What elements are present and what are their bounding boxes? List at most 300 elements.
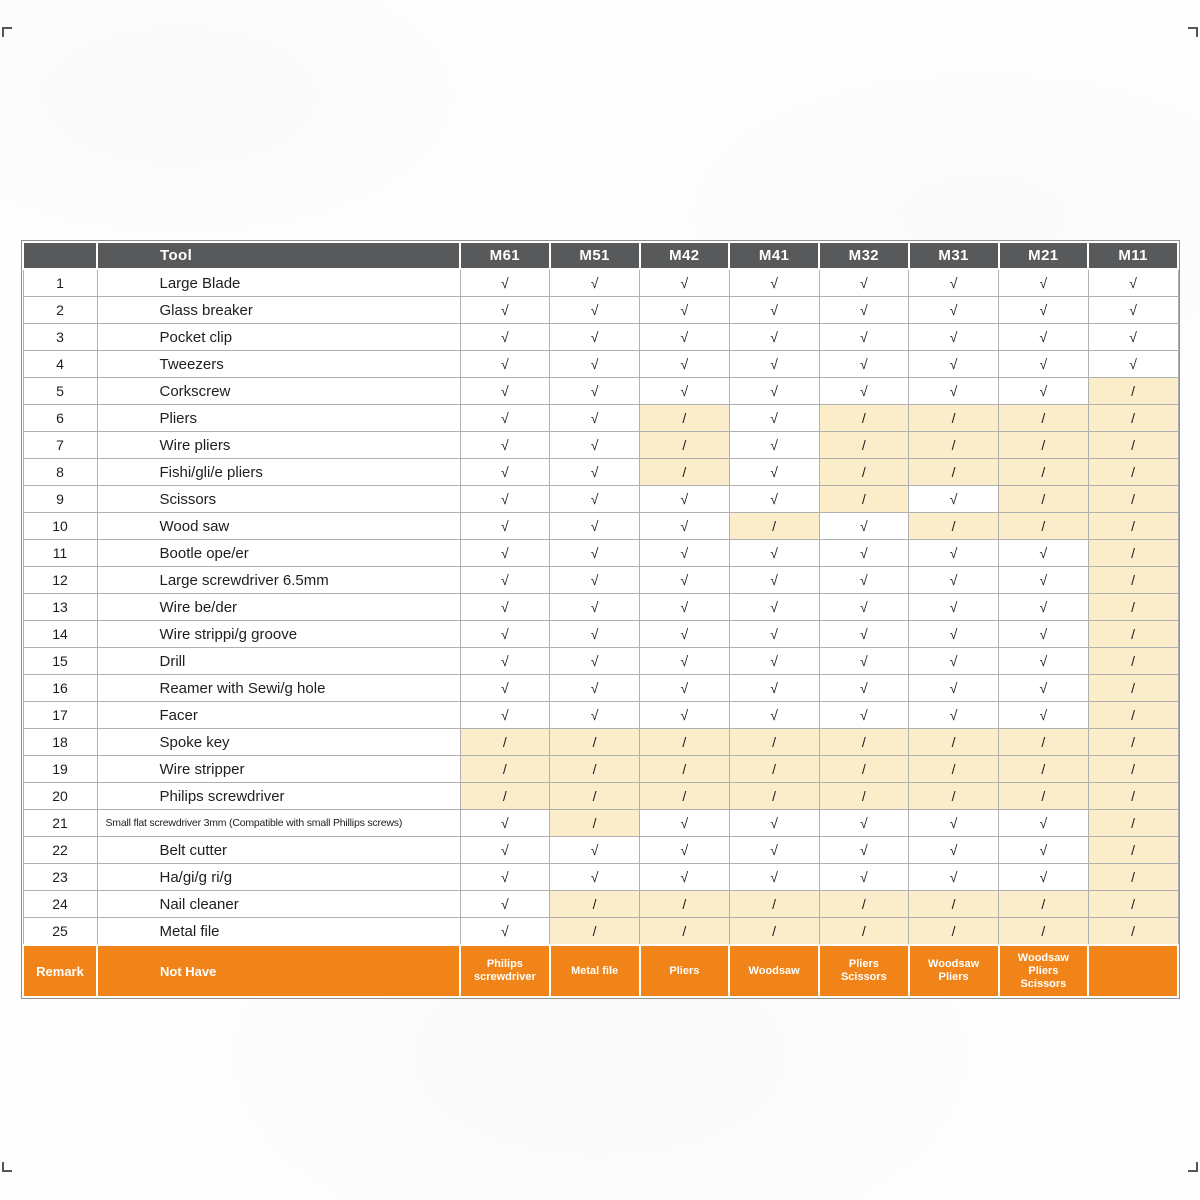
tool-name: Small flat screwdriver 3mm (Compatible with small Phillips screws) bbox=[97, 810, 460, 837]
check-mark: √ bbox=[460, 621, 550, 648]
missing-mark: / bbox=[729, 891, 819, 918]
missing-mark: / bbox=[1088, 486, 1178, 513]
missing-mark: / bbox=[550, 783, 640, 810]
tool-name: Large Blade bbox=[97, 269, 460, 297]
check-mark: √ bbox=[460, 594, 550, 621]
check-mark: √ bbox=[460, 837, 550, 864]
check-mark: √ bbox=[999, 269, 1089, 297]
check-mark: √ bbox=[729, 864, 819, 891]
check-mark: √ bbox=[460, 918, 550, 946]
missing-mark: / bbox=[819, 783, 909, 810]
missing-mark: / bbox=[1088, 675, 1178, 702]
check-mark: √ bbox=[550, 567, 640, 594]
column-header-m42: M42 bbox=[640, 242, 730, 269]
check-mark: √ bbox=[460, 269, 550, 297]
check-mark: √ bbox=[1088, 324, 1178, 351]
tool-name: Glass breaker bbox=[97, 297, 460, 324]
check-mark: √ bbox=[999, 621, 1089, 648]
missing-mark: / bbox=[819, 891, 909, 918]
column-header-m41: M41 bbox=[729, 242, 819, 269]
table-row bbox=[23, 351, 1178, 378]
check-mark: √ bbox=[819, 621, 909, 648]
check-mark: √ bbox=[999, 837, 1089, 864]
table-row bbox=[23, 269, 1178, 297]
check-mark: √ bbox=[460, 459, 550, 486]
check-mark: √ bbox=[640, 702, 730, 729]
check-mark: √ bbox=[640, 351, 730, 378]
check-mark: √ bbox=[550, 675, 640, 702]
table-row bbox=[23, 837, 1178, 864]
tool-name: Fishi/gli/e pliers bbox=[97, 459, 460, 486]
missing-mark: / bbox=[819, 405, 909, 432]
check-mark: √ bbox=[729, 702, 819, 729]
remark-not-have: Woodsaw bbox=[729, 945, 819, 997]
remark-not-have: Metal file bbox=[550, 945, 640, 997]
missing-mark: / bbox=[819, 486, 909, 513]
tool-name: Pocket clip bbox=[97, 324, 460, 351]
missing-mark: / bbox=[1088, 621, 1178, 648]
row-number: 11 bbox=[23, 540, 97, 567]
check-mark: √ bbox=[550, 513, 640, 540]
row-number: 1 bbox=[23, 269, 97, 297]
check-mark: √ bbox=[909, 702, 999, 729]
check-mark: √ bbox=[729, 432, 819, 459]
check-mark: √ bbox=[819, 513, 909, 540]
corner-mark bbox=[2, 1162, 12, 1172]
check-mark: √ bbox=[550, 837, 640, 864]
table-row bbox=[23, 864, 1178, 891]
missing-mark: / bbox=[819, 918, 909, 946]
missing-mark: / bbox=[909, 756, 999, 783]
corner-mark bbox=[2, 27, 12, 37]
missing-mark: / bbox=[819, 729, 909, 756]
check-mark: √ bbox=[729, 648, 819, 675]
missing-mark: / bbox=[640, 432, 730, 459]
check-mark: √ bbox=[999, 297, 1089, 324]
row-number: 18 bbox=[23, 729, 97, 756]
missing-mark: / bbox=[1088, 729, 1178, 756]
check-mark: √ bbox=[460, 864, 550, 891]
check-mark: √ bbox=[550, 432, 640, 459]
missing-mark: / bbox=[999, 756, 1089, 783]
check-mark: √ bbox=[819, 864, 909, 891]
missing-mark: / bbox=[1088, 567, 1178, 594]
missing-mark: / bbox=[460, 729, 550, 756]
tool-name: Belt cutter bbox=[97, 837, 460, 864]
missing-mark: / bbox=[909, 729, 999, 756]
missing-mark: / bbox=[999, 405, 1089, 432]
check-mark: √ bbox=[729, 405, 819, 432]
check-mark: √ bbox=[460, 432, 550, 459]
check-mark: √ bbox=[1088, 269, 1178, 297]
table-row bbox=[23, 621, 1178, 648]
remark-not-have bbox=[1088, 945, 1178, 997]
row-number: 7 bbox=[23, 432, 97, 459]
check-mark: √ bbox=[550, 351, 640, 378]
check-mark: √ bbox=[460, 405, 550, 432]
missing-mark: / bbox=[1088, 702, 1178, 729]
missing-mark: / bbox=[999, 513, 1089, 540]
check-mark: √ bbox=[1088, 351, 1178, 378]
missing-mark: / bbox=[999, 486, 1089, 513]
tool-name: Drill bbox=[97, 648, 460, 675]
row-number: 8 bbox=[23, 459, 97, 486]
row-number: 23 bbox=[23, 864, 97, 891]
check-mark: √ bbox=[460, 378, 550, 405]
missing-mark: / bbox=[909, 432, 999, 459]
check-mark: √ bbox=[819, 648, 909, 675]
check-mark: √ bbox=[460, 351, 550, 378]
check-mark: √ bbox=[640, 594, 730, 621]
missing-mark: / bbox=[640, 756, 730, 783]
check-mark: √ bbox=[460, 540, 550, 567]
missing-mark: / bbox=[1088, 783, 1178, 810]
check-mark: √ bbox=[999, 648, 1089, 675]
check-mark: √ bbox=[460, 297, 550, 324]
check-mark: √ bbox=[999, 378, 1089, 405]
column-header-m11: M11 bbox=[1088, 242, 1178, 269]
missing-mark: / bbox=[999, 783, 1089, 810]
check-mark: √ bbox=[460, 324, 550, 351]
remark-not-have: Pliers bbox=[640, 945, 730, 997]
tool-comparison-table-wrapper bbox=[21, 240, 1180, 999]
check-mark: √ bbox=[909, 269, 999, 297]
row-number: 4 bbox=[23, 351, 97, 378]
tool-name: Wire be/der bbox=[97, 594, 460, 621]
column-header-m61: M61 bbox=[460, 242, 550, 269]
check-mark: √ bbox=[729, 297, 819, 324]
tool-name: Corkscrew bbox=[97, 378, 460, 405]
tool-name: Large screwdriver 6.5mm bbox=[97, 567, 460, 594]
tool-name: Spoke key bbox=[97, 729, 460, 756]
table-row bbox=[23, 486, 1178, 513]
check-mark: √ bbox=[909, 648, 999, 675]
missing-mark: / bbox=[1088, 405, 1178, 432]
column-header-tool: Tool bbox=[97, 242, 460, 269]
check-mark: √ bbox=[909, 567, 999, 594]
check-mark: √ bbox=[640, 378, 730, 405]
check-mark: √ bbox=[909, 837, 999, 864]
row-number: 19 bbox=[23, 756, 97, 783]
row-number: 16 bbox=[23, 675, 97, 702]
missing-mark: / bbox=[909, 918, 999, 946]
check-mark: √ bbox=[999, 864, 1089, 891]
table-row bbox=[23, 783, 1178, 810]
missing-mark: / bbox=[550, 891, 640, 918]
remark-not-have: Philips screwdriver bbox=[460, 945, 550, 997]
check-mark: √ bbox=[819, 702, 909, 729]
column-header-m21: M21 bbox=[999, 242, 1089, 269]
check-mark: √ bbox=[640, 540, 730, 567]
check-mark: √ bbox=[550, 486, 640, 513]
tool-name: Nail cleaner bbox=[97, 891, 460, 918]
check-mark: √ bbox=[999, 810, 1089, 837]
remark-not-have: Pliers Scissors bbox=[819, 945, 909, 997]
check-mark: √ bbox=[640, 513, 730, 540]
row-number: 22 bbox=[23, 837, 97, 864]
check-mark: √ bbox=[909, 324, 999, 351]
missing-mark: / bbox=[460, 783, 550, 810]
missing-mark: / bbox=[640, 891, 730, 918]
check-mark: √ bbox=[729, 351, 819, 378]
check-mark: √ bbox=[909, 810, 999, 837]
row-number: 14 bbox=[23, 621, 97, 648]
row-number: 12 bbox=[23, 567, 97, 594]
check-mark: √ bbox=[640, 810, 730, 837]
check-mark: √ bbox=[460, 702, 550, 729]
check-mark: √ bbox=[729, 567, 819, 594]
table-row bbox=[23, 594, 1178, 621]
check-mark: √ bbox=[460, 891, 550, 918]
missing-mark: / bbox=[1088, 432, 1178, 459]
remark-not-have: Woodsaw Pliers Scissors bbox=[999, 945, 1089, 997]
check-mark: √ bbox=[640, 297, 730, 324]
check-mark: √ bbox=[909, 351, 999, 378]
check-mark: √ bbox=[909, 297, 999, 324]
table-row bbox=[23, 324, 1178, 351]
tool-name: Tweezers bbox=[97, 351, 460, 378]
column-header-number bbox=[23, 242, 97, 269]
check-mark: √ bbox=[909, 594, 999, 621]
missing-mark: / bbox=[550, 918, 640, 946]
missing-mark: / bbox=[460, 756, 550, 783]
missing-mark: / bbox=[640, 405, 730, 432]
check-mark: √ bbox=[640, 621, 730, 648]
check-mark: √ bbox=[460, 567, 550, 594]
tool-name: Bootle ope/er bbox=[97, 540, 460, 567]
table-row bbox=[23, 756, 1178, 783]
row-number: 13 bbox=[23, 594, 97, 621]
check-mark: √ bbox=[909, 540, 999, 567]
missing-mark: / bbox=[1088, 459, 1178, 486]
check-mark: √ bbox=[640, 324, 730, 351]
row-number: 24 bbox=[23, 891, 97, 918]
check-mark: √ bbox=[550, 540, 640, 567]
missing-mark: / bbox=[1088, 594, 1178, 621]
missing-mark: / bbox=[1088, 891, 1178, 918]
missing-mark: / bbox=[729, 783, 819, 810]
check-mark: √ bbox=[819, 594, 909, 621]
missing-mark: / bbox=[909, 459, 999, 486]
check-mark: √ bbox=[550, 648, 640, 675]
header-row bbox=[23, 242, 1178, 269]
check-mark: √ bbox=[819, 675, 909, 702]
missing-mark: / bbox=[999, 918, 1089, 946]
check-mark: √ bbox=[729, 594, 819, 621]
table-row bbox=[23, 729, 1178, 756]
tool-name: Scissors bbox=[97, 486, 460, 513]
missing-mark: / bbox=[640, 729, 730, 756]
check-mark: √ bbox=[460, 810, 550, 837]
row-number: 9 bbox=[23, 486, 97, 513]
check-mark: √ bbox=[909, 675, 999, 702]
missing-mark: / bbox=[640, 783, 730, 810]
check-mark: √ bbox=[999, 324, 1089, 351]
check-mark: √ bbox=[909, 864, 999, 891]
row-number: 25 bbox=[23, 918, 97, 946]
tool-name: Wood saw bbox=[97, 513, 460, 540]
table-row bbox=[23, 810, 1178, 837]
table-row bbox=[23, 378, 1178, 405]
missing-mark: / bbox=[729, 918, 819, 946]
remark-label: Remark bbox=[23, 945, 97, 997]
check-mark: √ bbox=[550, 621, 640, 648]
check-mark: √ bbox=[640, 864, 730, 891]
check-mark: √ bbox=[999, 675, 1089, 702]
not-have-label: Not Have bbox=[97, 945, 460, 997]
missing-mark: / bbox=[550, 729, 640, 756]
check-mark: √ bbox=[729, 486, 819, 513]
table-row bbox=[23, 459, 1178, 486]
missing-mark: / bbox=[909, 783, 999, 810]
check-mark: √ bbox=[729, 675, 819, 702]
tool-name: Reamer with Sewi/g hole bbox=[97, 675, 460, 702]
table-row bbox=[23, 648, 1178, 675]
check-mark: √ bbox=[640, 837, 730, 864]
check-mark: √ bbox=[909, 621, 999, 648]
tool-name: Metal file bbox=[97, 918, 460, 946]
column-header-m31: M31 bbox=[909, 242, 999, 269]
missing-mark: / bbox=[999, 432, 1089, 459]
row-number: 15 bbox=[23, 648, 97, 675]
row-number: 3 bbox=[23, 324, 97, 351]
row-number: 21 bbox=[23, 810, 97, 837]
missing-mark: / bbox=[909, 891, 999, 918]
missing-mark: / bbox=[640, 918, 730, 946]
missing-mark: / bbox=[1088, 648, 1178, 675]
tool-name: Facer bbox=[97, 702, 460, 729]
row-number: 10 bbox=[23, 513, 97, 540]
table-row bbox=[23, 702, 1178, 729]
check-mark: √ bbox=[550, 405, 640, 432]
missing-mark: / bbox=[909, 513, 999, 540]
check-mark: √ bbox=[460, 648, 550, 675]
remark-not-have: Woodsaw Pliers bbox=[909, 945, 999, 997]
missing-mark: / bbox=[550, 756, 640, 783]
check-mark: √ bbox=[550, 378, 640, 405]
missing-mark: / bbox=[729, 756, 819, 783]
check-mark: √ bbox=[1088, 297, 1178, 324]
missing-mark: / bbox=[819, 756, 909, 783]
missing-mark: / bbox=[999, 891, 1089, 918]
missing-mark: / bbox=[1088, 810, 1178, 837]
check-mark: √ bbox=[729, 810, 819, 837]
check-mark: √ bbox=[550, 459, 640, 486]
tool-comparison-table bbox=[22, 241, 1179, 998]
check-mark: √ bbox=[729, 621, 819, 648]
tool-name: Philips screwdriver bbox=[97, 783, 460, 810]
corner-mark bbox=[1188, 27, 1198, 37]
check-mark: √ bbox=[819, 378, 909, 405]
check-mark: √ bbox=[999, 702, 1089, 729]
missing-mark: / bbox=[1088, 864, 1178, 891]
missing-mark: / bbox=[729, 513, 819, 540]
missing-mark: / bbox=[1088, 513, 1178, 540]
check-mark: √ bbox=[550, 702, 640, 729]
row-number: 17 bbox=[23, 702, 97, 729]
tool-name: Wire stripper bbox=[97, 756, 460, 783]
check-mark: √ bbox=[550, 324, 640, 351]
missing-mark: / bbox=[1088, 756, 1178, 783]
missing-mark: / bbox=[999, 459, 1089, 486]
check-mark: √ bbox=[460, 675, 550, 702]
missing-mark: / bbox=[640, 459, 730, 486]
check-mark: √ bbox=[729, 378, 819, 405]
missing-mark: / bbox=[909, 405, 999, 432]
check-mark: √ bbox=[729, 269, 819, 297]
table-row bbox=[23, 567, 1178, 594]
column-header-m32: M32 bbox=[819, 242, 909, 269]
tool-name: Wire strippi/g groove bbox=[97, 621, 460, 648]
table-row bbox=[23, 918, 1178, 946]
check-mark: √ bbox=[729, 459, 819, 486]
row-number: 2 bbox=[23, 297, 97, 324]
check-mark: √ bbox=[819, 324, 909, 351]
check-mark: √ bbox=[729, 837, 819, 864]
corner-mark bbox=[1188, 1162, 1198, 1172]
tool-name: Ha/gi/g ri/g bbox=[97, 864, 460, 891]
check-mark: √ bbox=[999, 540, 1089, 567]
row-number: 20 bbox=[23, 783, 97, 810]
tool-name: Wire pliers bbox=[97, 432, 460, 459]
check-mark: √ bbox=[460, 486, 550, 513]
check-mark: √ bbox=[819, 837, 909, 864]
table-row bbox=[23, 432, 1178, 459]
check-mark: √ bbox=[819, 567, 909, 594]
check-mark: √ bbox=[819, 351, 909, 378]
check-mark: √ bbox=[819, 540, 909, 567]
table-row bbox=[23, 513, 1178, 540]
check-mark: √ bbox=[819, 297, 909, 324]
table-row bbox=[23, 297, 1178, 324]
missing-mark: / bbox=[819, 432, 909, 459]
check-mark: √ bbox=[729, 324, 819, 351]
table-row bbox=[23, 891, 1178, 918]
check-mark: √ bbox=[999, 351, 1089, 378]
check-mark: √ bbox=[999, 594, 1089, 621]
missing-mark: / bbox=[1088, 918, 1178, 946]
check-mark: √ bbox=[819, 810, 909, 837]
check-mark: √ bbox=[550, 297, 640, 324]
check-mark: √ bbox=[640, 567, 730, 594]
missing-mark: / bbox=[1088, 837, 1178, 864]
row-number: 6 bbox=[23, 405, 97, 432]
check-mark: √ bbox=[909, 486, 999, 513]
tool-name: Pliers bbox=[97, 405, 460, 432]
check-mark: √ bbox=[729, 540, 819, 567]
missing-mark: / bbox=[1088, 378, 1178, 405]
table-row bbox=[23, 675, 1178, 702]
check-mark: √ bbox=[550, 594, 640, 621]
table-body bbox=[23, 269, 1178, 945]
check-mark: √ bbox=[550, 269, 640, 297]
check-mark: √ bbox=[640, 675, 730, 702]
missing-mark: / bbox=[1088, 540, 1178, 567]
missing-mark: / bbox=[729, 729, 819, 756]
missing-mark: / bbox=[819, 459, 909, 486]
check-mark: √ bbox=[460, 513, 550, 540]
check-mark: √ bbox=[640, 269, 730, 297]
missing-mark: / bbox=[550, 810, 640, 837]
table-row bbox=[23, 405, 1178, 432]
check-mark: √ bbox=[640, 648, 730, 675]
check-mark: √ bbox=[640, 486, 730, 513]
missing-mark: / bbox=[999, 729, 1089, 756]
check-mark: √ bbox=[550, 864, 640, 891]
remark-row bbox=[23, 945, 1178, 997]
check-mark: √ bbox=[909, 378, 999, 405]
check-mark: √ bbox=[999, 567, 1089, 594]
